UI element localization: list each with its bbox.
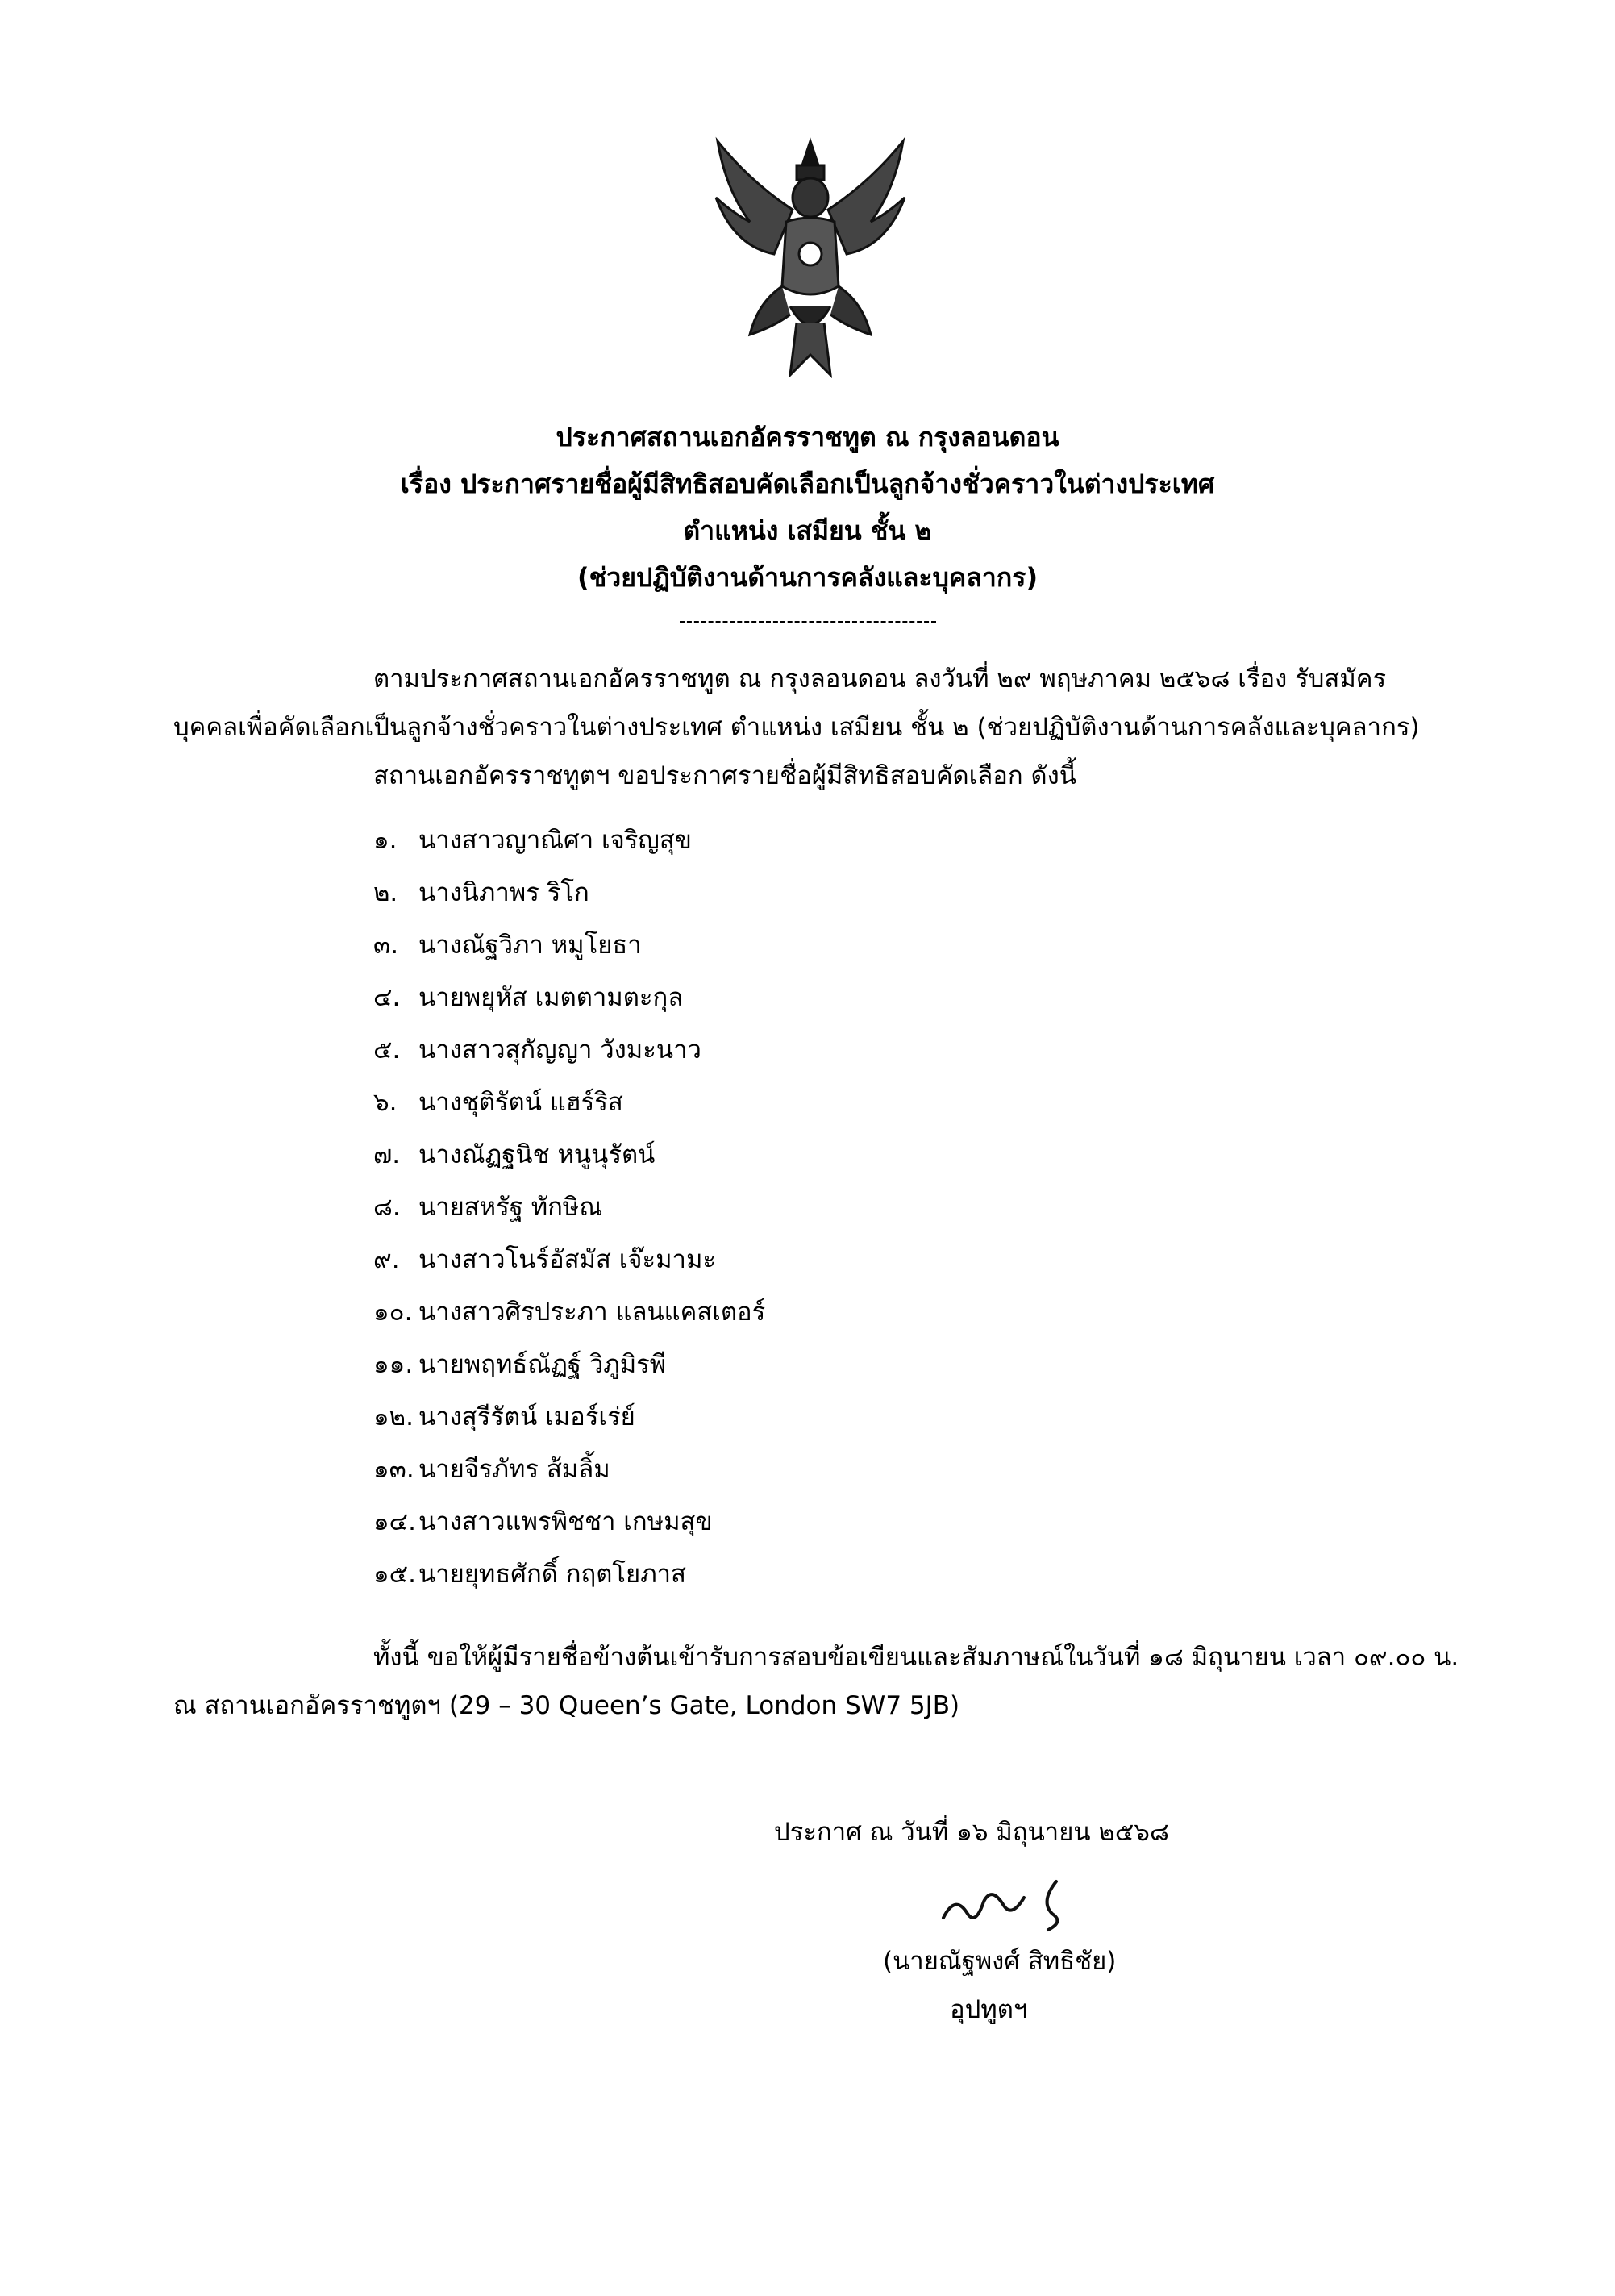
candidate-item: ๑๕.นายยุทธศักดิ์ กฤตโยภาส: [373, 1560, 686, 1589]
signature-image: [935, 1869, 1097, 1934]
announcement-title: ประกาศสถานเอกอัครราชทูต ณ กรุงลอนดอน: [556, 422, 1059, 452]
candidate-item: ๙. นางสาวโนร์อัสมัส เจ๊ะมามะ: [373, 1245, 717, 1274]
candidate-item: ๖. นางชุติรัตน์ แฮร์ริส: [373, 1088, 623, 1117]
candidate-item: ๒. นางนิภาพร ริโก: [373, 878, 589, 907]
candidate-item: ๓. นางณัฐวิภา หมูโยธา: [373, 931, 642, 960]
candidate-item: ๗. นางณัฏฐนิช หนูนุรัตน์: [373, 1140, 656, 1169]
candidate-item: ๘. นายสหรัฐ ทักษิณ: [373, 1193, 603, 1222]
candidate-item: ๕. นางสาวสุกัญญา วังมะนาว: [373, 1035, 701, 1065]
garuda-emblem-icon: [701, 133, 919, 383]
candidate-item: ๑๓. นายจีรภัทร ส้มลิ้ม: [373, 1455, 610, 1484]
candidate-item: ๑. นางสาวญาณิศา เจริญสุข: [373, 826, 692, 855]
candidate-item: ๑๔.นางสาวแพรพิชชา เกษมสุข: [373, 1507, 713, 1536]
candidate-item: ๔. นายพยุหัส เมตตามตะกุล: [373, 983, 684, 1012]
signer-title: อุปทูตฯ: [950, 1995, 1028, 2024]
intro-line-3: สถานเอกอัครราชทูตฯ ขอประกาศรายชื่อผู้มีสิทธิสอบคัดเลือก ดังนี้: [373, 761, 1076, 790]
candidate-item: ๑๑. นายพฤทธ์ณัฏฐ์ วิภูมิรพี: [373, 1350, 667, 1379]
announce-date: ประกาศ ณ วันที่ ๑๖ มิถุนายน ๒๕๖๘: [774, 1818, 1169, 1847]
position-duty: (ช่วยปฏิบัติงานด้านการคลังและบุคลากร): [576, 562, 1039, 593]
intro-line-2: บุคคลเพื่อคัดเลือกเป็นลูกจ้างชั่วคราวในต่างประเทศ ตำแหน่ง เสมียน ชั้น ๒ (ช่วยปฏิบัติงานด้านการคลังและบุคลากร): [173, 713, 1420, 742]
notice-line-1: ทั้งนี้ ขอให้ผู้มีรายชื่อข้างต้นเข้ารับการสอบข้อเขียนและสัมภาษณ์ในวันที่ ๑๘ มิถุนายน เวลา ๐๙.๐๐ น.: [373, 1643, 1459, 1672]
candidate-item: ๑๒. นางสุรีรัตน์ เมอร์เร่ย์: [373, 1402, 635, 1431]
signer-name: (นายณัฐพงศ์ สิทธิชัย): [883, 1947, 1117, 1976]
position-title: ตำแหน่ง เสมียน ชั้น ๒: [683, 515, 932, 546]
intro-line-1: ตามประกาศสถานเอกอัครราชทูต ณ กรุงลอนดอน ลงวันที่ ๒๙ พฤษภาคม ๒๕๖๘ เรื่อง รับสมัคร: [373, 665, 1387, 694]
candidate-item: ๑๐. นางสาวศิรประภา แลนแคสเตอร์: [373, 1298, 766, 1327]
announcement-subject: เรื่อง ประกาศรายชื่อผู้มีสิทธิสอบคัดเลือกเป็นลูกจ้างชั่วคราวในต่างประเทศ: [400, 469, 1215, 499]
header-divider: [680, 621, 936, 623]
notice-line-2: ณ สถานเอกอัครราชทูตฯ (29 – 30 Queen’s Gate, London SW7 5JB): [173, 1691, 960, 1720]
